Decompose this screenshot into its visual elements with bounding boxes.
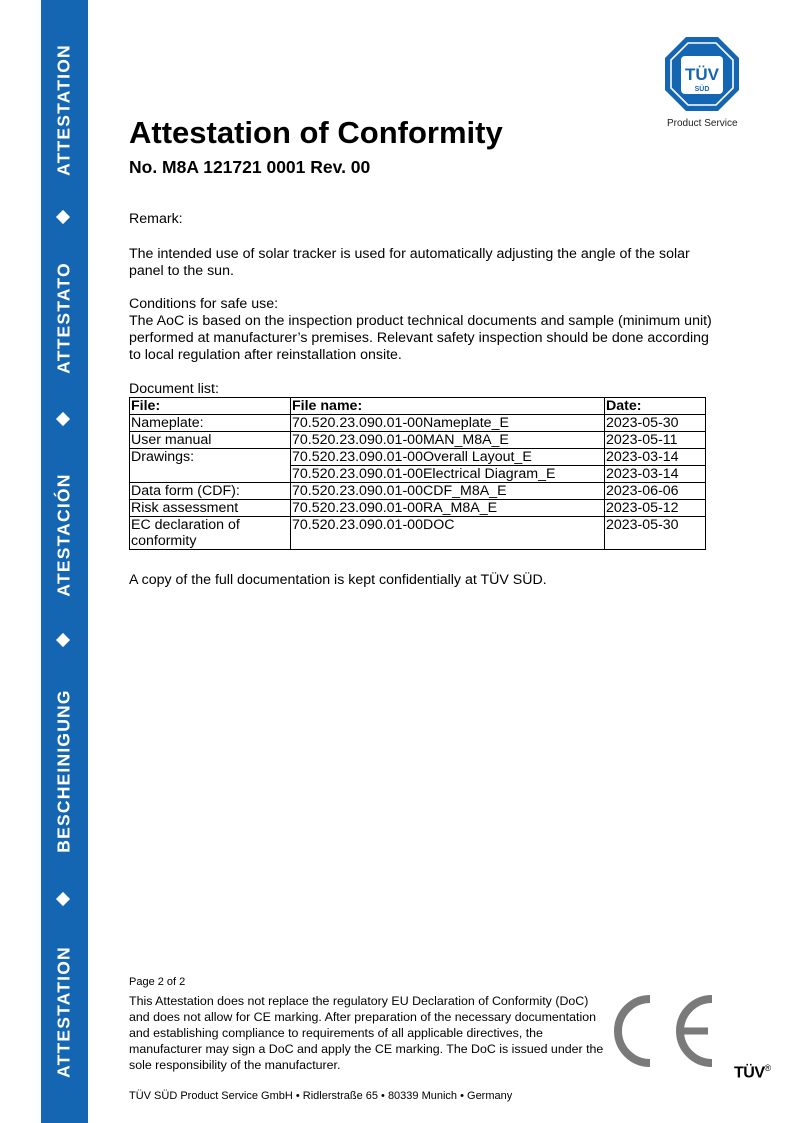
cell-date: 2023-03-14 xyxy=(605,449,706,466)
cell-file: User manual xyxy=(130,432,291,449)
header-file-name: File name: xyxy=(291,398,605,415)
remark-label: Remark: xyxy=(129,211,183,227)
cell-file: Nameplate: xyxy=(130,415,291,432)
logo-line2: SÜD xyxy=(694,86,710,93)
intended-use-text: The intended use of solar tracker is used for automatically adjusting the angle of the solar panel to the sun. xyxy=(129,246,690,279)
disclaimer-text: This Attestation does not replace the regulatory EU Declaration of Conformity (DoC) and does not allow for CE marking. After preparation of the necessary documentation and establishing compliance to requirements of all applicable directives, the manufacturer may sign a DoC and apply the CE marking. The DoC is issued under the sole responsibility of the manufacturer. xyxy=(129,994,604,1072)
cell-file: Data form (CDF): xyxy=(130,483,291,500)
cell-file-name: 70.520.23.090.01-00DOC xyxy=(291,517,605,550)
table-header-row xyxy=(130,398,706,415)
tuv-mark-text: TÜV xyxy=(734,1064,765,1082)
document-number: No. M8A 121721 0001 Rev. 00 xyxy=(129,157,371,177)
table-row xyxy=(130,432,706,449)
cell-file-name: 70.520.23.090.01-00Overall Layout_E xyxy=(291,449,605,466)
cell-file: Drawings: xyxy=(130,449,291,483)
page-title: Attestation of Conformity xyxy=(129,115,503,150)
side-word-attestation: ATTESTATION xyxy=(53,946,74,1078)
table-row xyxy=(130,449,706,466)
side-word-bescheinigung: BESCHEINIGUNG xyxy=(53,689,74,853)
footer-address: TÜV SÜD Product Service GmbH • Ridlerstraße 65 • 80339 Munich • Germany xyxy=(129,1090,513,1102)
side-word-attestato: ATTESTATO xyxy=(53,262,74,374)
document-list-table xyxy=(129,397,706,550)
cell-file: Risk assessment xyxy=(130,500,291,517)
cell-date: 2023-05-11 xyxy=(605,432,706,449)
header-file: File: xyxy=(130,398,291,415)
cell-date: 2023-06-06 xyxy=(605,483,706,500)
conditions-text: The AoC is based on the inspection product technical documents and sample (minimum unit) performed at manufacturer’s premises. Relevant safety inspection should be done according to local regulation after reinstallation onsite. xyxy=(129,313,712,363)
side-word-attestation: ATTESTATION xyxy=(53,44,74,176)
tuv-mark xyxy=(734,1063,771,1082)
cell-file: EC declaration of conformity xyxy=(130,517,291,550)
cell-date: 2023-03-14 xyxy=(605,466,706,483)
side-word-atestacion: ATESTACIÓN xyxy=(53,473,74,597)
cell-file-name: 70.520.23.090.01-00Electrical Diagram_E xyxy=(291,466,605,483)
copy-note: A copy of the full documentation is kept confidentially at TÜV SÜD. xyxy=(129,572,547,588)
table-row xyxy=(130,500,706,517)
tuv-sud-logo xyxy=(664,36,740,112)
cell-file-name: 70.520.23.090.01-00CDF_M8A_E xyxy=(291,483,605,500)
registered-mark: ® xyxy=(764,1063,771,1073)
header-date: Date: xyxy=(605,398,706,415)
table-row xyxy=(130,415,706,432)
cell-date: 2023-05-12 xyxy=(605,500,706,517)
table-row xyxy=(130,517,706,550)
conditions-heading: Conditions for safe use: xyxy=(129,296,279,312)
logo-caption: Product Service xyxy=(667,118,738,129)
cell-file-name: 70.520.23.090.01-00Nameplate_E xyxy=(291,415,605,432)
cell-date: 2023-05-30 xyxy=(605,415,706,432)
ce-mark-icon xyxy=(614,995,716,1067)
page-number: Page 2 of 2 xyxy=(129,976,186,988)
logo-line1: TÜV xyxy=(685,65,719,84)
table-row xyxy=(130,483,706,500)
cell-file-name: 70.520.23.090.01-00RA_M8A_E xyxy=(291,500,605,517)
cell-date: 2023-05-30 xyxy=(605,517,706,550)
cell-file-name: 70.520.23.090.01-00MAN_M8A_E xyxy=(291,432,605,449)
doclist-heading: Document list: xyxy=(129,381,219,397)
